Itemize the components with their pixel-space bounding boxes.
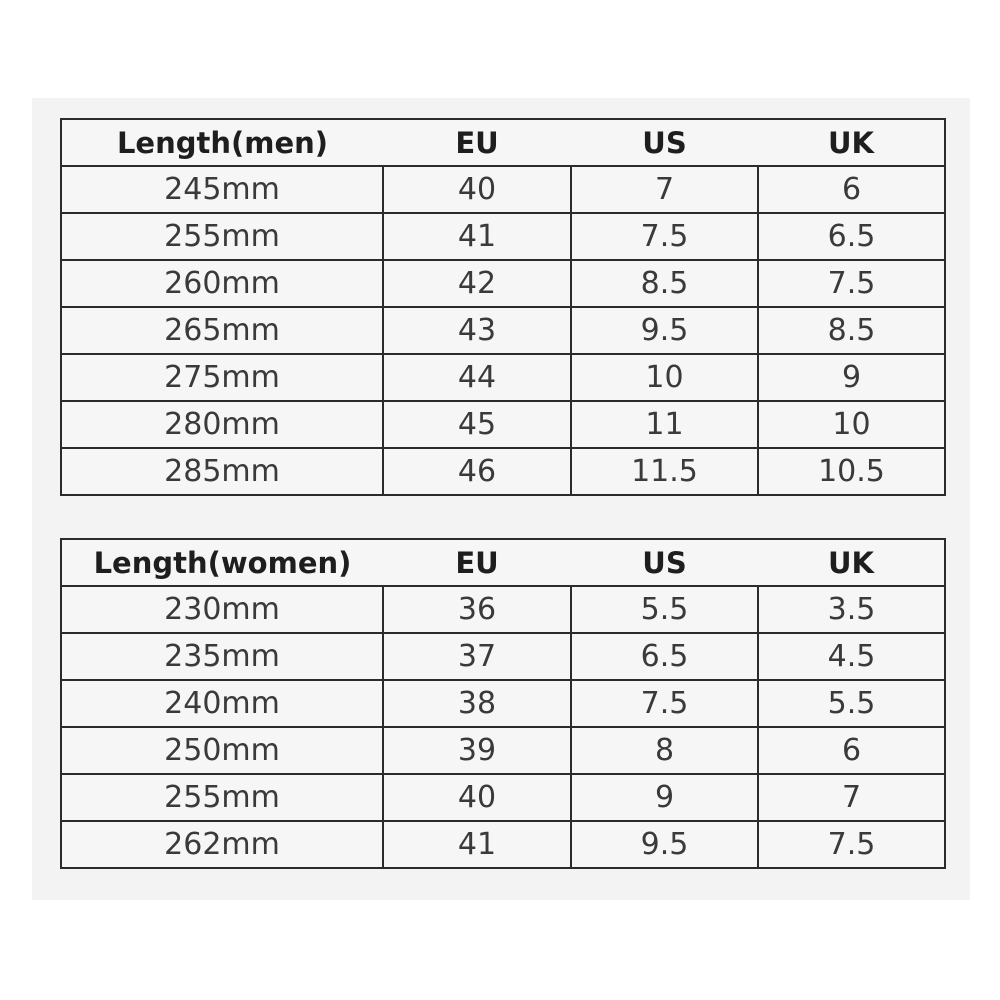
us-cell: 9.5 — [571, 307, 758, 354]
us-cell: 10 — [571, 354, 758, 401]
length-cell: 280mm — [61, 401, 383, 448]
table-row — [61, 680, 945, 727]
table-row — [61, 307, 945, 354]
men-header-us: US — [571, 119, 758, 166]
table-row — [61, 213, 945, 260]
eu-cell: 46 — [383, 448, 571, 495]
eu-cell: 41 — [383, 213, 571, 260]
length-cell: 230mm — [61, 586, 383, 633]
us-cell: 8 — [571, 727, 758, 774]
women-size-table — [60, 538, 946, 869]
length-cell: 285mm — [61, 448, 383, 495]
us-cell: 11.5 — [571, 448, 758, 495]
length-cell: 235mm — [61, 633, 383, 680]
uk-cell: 10 — [758, 401, 945, 448]
eu-cell: 40 — [383, 774, 571, 821]
men-size-table — [60, 118, 946, 496]
uk-cell: 6.5 — [758, 213, 945, 260]
uk-cell: 4.5 — [758, 633, 945, 680]
us-cell: 11 — [571, 401, 758, 448]
men-header-uk: UK — [758, 119, 945, 166]
table-row — [61, 260, 945, 307]
uk-cell: 5.5 — [758, 680, 945, 727]
eu-cell: 39 — [383, 727, 571, 774]
length-cell: 250mm — [61, 727, 383, 774]
length-cell: 240mm — [61, 680, 383, 727]
us-cell: 6.5 — [571, 633, 758, 680]
table-row — [61, 633, 945, 680]
eu-cell: 45 — [383, 401, 571, 448]
length-cell: 260mm — [61, 260, 383, 307]
us-cell: 7 — [571, 166, 758, 213]
length-cell: 255mm — [61, 213, 383, 260]
women-table-header — [61, 539, 945, 586]
eu-cell: 44 — [383, 354, 571, 401]
table-row — [61, 448, 945, 495]
table-row — [61, 354, 945, 401]
women-header-us: US — [571, 539, 758, 586]
us-cell: 7.5 — [571, 680, 758, 727]
uk-cell: 9 — [758, 354, 945, 401]
uk-cell: 3.5 — [758, 586, 945, 633]
length-cell: 255mm — [61, 774, 383, 821]
eu-cell: 42 — [383, 260, 571, 307]
length-cell: 275mm — [61, 354, 383, 401]
men-header-length: Length(men) — [61, 119, 383, 166]
eu-cell: 41 — [383, 821, 571, 868]
uk-cell: 6 — [758, 166, 945, 213]
length-cell: 245mm — [61, 166, 383, 213]
eu-cell: 36 — [383, 586, 571, 633]
table-row — [61, 166, 945, 213]
uk-cell: 10.5 — [758, 448, 945, 495]
us-cell: 7.5 — [571, 213, 758, 260]
length-cell: 262mm — [61, 821, 383, 868]
us-cell: 9.5 — [571, 821, 758, 868]
women-header-uk: UK — [758, 539, 945, 586]
eu-cell: 40 — [383, 166, 571, 213]
women-header-eu: EU — [383, 539, 571, 586]
table-row — [61, 586, 945, 633]
eu-cell: 37 — [383, 633, 571, 680]
table-row — [61, 401, 945, 448]
men-header-eu: EU — [383, 119, 571, 166]
eu-cell: 38 — [383, 680, 571, 727]
uk-cell: 8.5 — [758, 307, 945, 354]
eu-cell: 43 — [383, 307, 571, 354]
table-row — [61, 727, 945, 774]
uk-cell: 6 — [758, 727, 945, 774]
us-cell: 5.5 — [571, 586, 758, 633]
us-cell: 9 — [571, 774, 758, 821]
men-table-header — [61, 119, 945, 166]
table-row — [61, 821, 945, 868]
women-header-length: Length(women) — [61, 539, 383, 586]
uk-cell: 7.5 — [758, 260, 945, 307]
uk-cell: 7 — [758, 774, 945, 821]
table-row — [61, 774, 945, 821]
uk-cell: 7.5 — [758, 821, 945, 868]
us-cell: 8.5 — [571, 260, 758, 307]
length-cell: 265mm — [61, 307, 383, 354]
